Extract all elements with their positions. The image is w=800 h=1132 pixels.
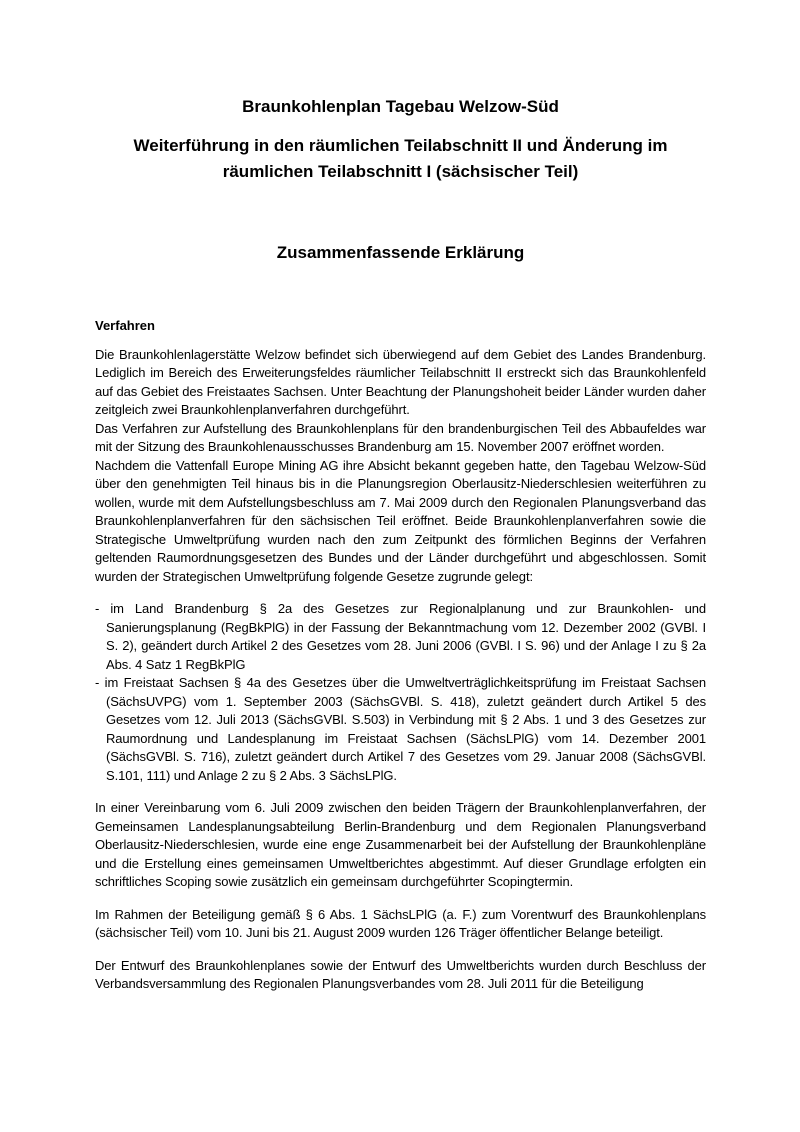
law-list-item-brandenburg (95, 600, 706, 674)
list-dash-marker: - (95, 601, 100, 616)
paragraph-vereinbarung: In einer Vereinbarung vom 6. Juli 2009 zwischen den beiden Trägern der Braunkohlenplanverfahren, der Gemeinsamen Landesplanungsabteilung Berlin-Brandenburg und dem Regionalen Planungsverband Oberlausitz-Niederschlesien, wurde eine enge Zusammenarbeit bei der Aufstellung der Braunkohlenpläne und die Erstellung eines gemeinsamen Umweltberichtes abgestimmt. Auf dieser Grundlage erfolgten ein schriftliches Scoping sowie zusätzlich ein gemeinsam durchgeführter Scopingtermin. (95, 800, 706, 889)
law-list (95, 600, 706, 785)
law-list-item-text: im Land Brandenburg § 2a des Gesetzes zur Regionalplanung und zur Braunkohlen- und Sanierungsplanung (RegBkPlG) in der Fassung der Bekanntmachung vom 12. Dezember 2002 (GVBl. I S. 2), geändert durch Artikel 2 des Gesetzes vom 28. Juni 2006 (GVBl. I S. 96) und der Anlage I zu § 2a Abs. 4 Satz 1 RegBkPlG (106, 601, 706, 672)
section-heading-verfahren: Verfahren (95, 318, 155, 333)
document-title: Braunkohlenplan Tagebau Welzow-Süd (242, 97, 559, 116)
law-list-item-text: im Freistaat Sachsen § 4a des Gesetzes über die Umweltverträglichkeitsprüfung im Freistaat Sachsen (SächsUVPG) vom 1. September 2003 (SächsGVBl. S. 418), zuletzt geändert durch Artikel 5 des Gesetzes vom 12. Juli 2013 (SächsGVBl. S.503) in Verbindung mit § 2 Abs. 1 und 3 des Gesetzes zur Raumordnung und Landesplanung im Freistaat Sachsen (SächsLPlG) vom 14. Dezember 2001 (SächsGVBl. S. 716), zuletzt geändert durch Artikel 7 des Gesetzes vom 29. Januar 2008 (SächsGVBl. S.101, 111) und Anlage 2 zu § 2 Abs. 3 SächsLPlG. (104, 675, 707, 783)
paragraph-entwurf: Der Entwurf des Braunkohlenplanes sowie der Entwurf des Umweltberichts wurden durch Beschluss der Verbandsversammlung des Regionalen Planungsverbandes vom 28. Juli 2011 für die Beteiligung (95, 957, 706, 991)
document-subtitle: Weiterführung in den räumlichen Teilabschnitt II und Änderung im räumlichen Teilabschnitt I (sächsischer Teil) (133, 136, 668, 181)
list-dash-marker: - (95, 675, 100, 690)
document-type-heading: Zusammenfassende Erklärung (276, 243, 525, 262)
paragraph-beteiligung: Im Rahmen der Beteiligung gemäß § 6 Abs. 1 SächsLPlG (a. F.) zum Vorentwurf des Braunkohlenplans (sächsischer Teil) vom 10. Juni bis 21. August 2009 wurden 126 Träger öffentlicher Belange beteiligt. (95, 906, 706, 940)
paragraph-vattenfall: Nachdem die Vattenfall Europe Mining AG ihre Absicht bekannt gegeben hatte, den Tagebau Welzow-Süd über den genehmigten Teil hinaus bis in die Planungsregion Oberlausitz-Niederschlesien weiterführen zu wollen, wurde mit dem Aufstellungsbeschluss am 7. Mai 2009 durch den Regionalen Planungsverband das Braunkohlenplanverfahren für den sächsischen Teil eröffnet. Beide Braunkohlenplanverfahren sowie die Strategische Umweltprüfung wurden nach den zum Zeitpunkt des förmlichen Beginns der Verfahren geltenden Raumordnungsgesetzen des Bundes und der Länder durchgeführt und abgeschlossen. Somit wurden der Strategischen Umweltprüfung folgende Gesetze zugrunde gelegt: (95, 457, 706, 584)
paragraph-verfahren-brandenburg: Das Verfahren zur Aufstellung des Braunkohlenplans für den brandenburgischen Teil des Abbaufeldes war mit der Sitzung des Braunkohlenausschusses Brandenburg am 15. November 2007 eröffnet worden. (95, 420, 706, 454)
paragraph-lagerstaette: Die Braunkohlenlagerstätte Welzow befindet sich überwiegend auf dem Gebiet des Landes Brandenburg. Lediglich im Bereich des Erweiterungsfeldes räumlicher Teilabschnitt II erstreckt sich das Braunkohlenfeld auf das Gebiet des Freistaates Sachsen. Unter Beachtung der Planungshoheit beider Länder wurden daher zeitgleich zwei Braunkohlenplanverfahren durchgeführt. (95, 346, 706, 417)
law-list-item-sachsen (95, 674, 706, 785)
